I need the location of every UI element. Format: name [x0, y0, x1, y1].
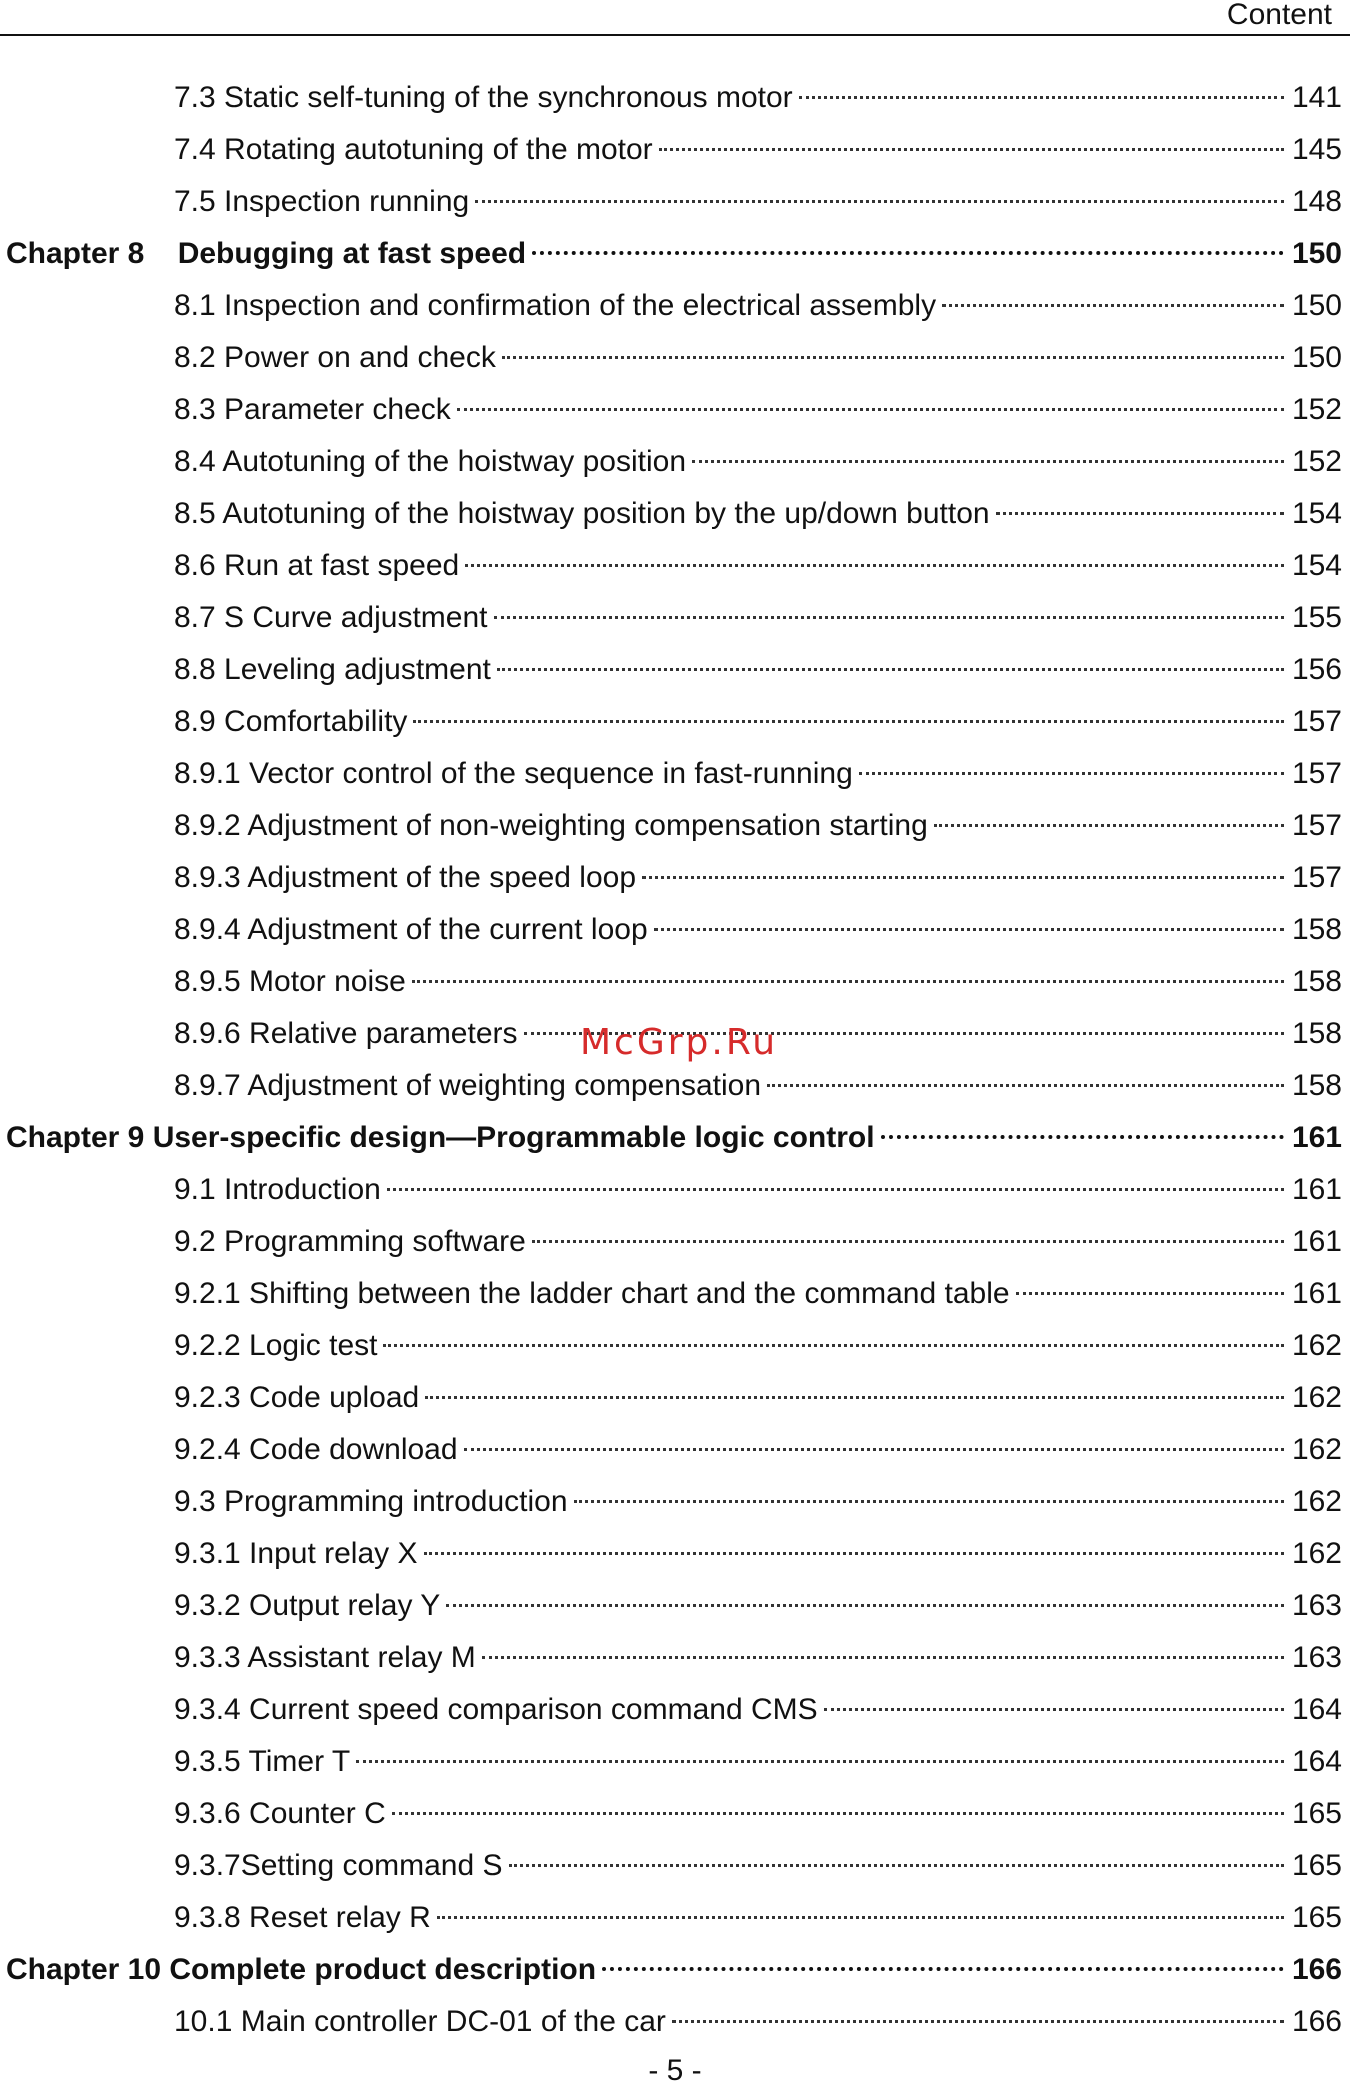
toc-entry-label: 8.3 Parameter check: [174, 393, 451, 426]
toc-entry-page: 154: [1291, 549, 1342, 582]
toc-entry-page: 162: [1291, 1381, 1342, 1414]
dot-leader: [859, 772, 1284, 775]
toc-entry-label: 8.1 Inspection and confirmation of the electrical assembly: [174, 289, 937, 322]
toc-entry-label: 9.2.4 Code download: [174, 1433, 458, 1466]
toc-entry-label: 8.9.2 Adjustment of non-weighting compensation starting: [174, 809, 928, 842]
toc-chapter-page: 150: [1291, 237, 1342, 270]
toc-entry[interactable]: [0, 1476, 1342, 1528]
dot-leader: [532, 1240, 1284, 1243]
dot-leader: [475, 200, 1284, 203]
toc-entry[interactable]: [0, 1736, 1342, 1788]
toc-entry-page: 162: [1291, 1485, 1342, 1518]
toc-entry-label: 9.3.1 Input relay X: [174, 1537, 418, 1570]
toc-entry[interactable]: [0, 436, 1342, 488]
toc-entry[interactable]: [0, 1996, 1342, 2048]
dot-leader: [996, 512, 1284, 515]
toc-entry-label: 8.6 Run at fast speed: [174, 549, 460, 582]
toc-entry-page: 158: [1291, 965, 1342, 998]
dot-leader: [457, 408, 1284, 411]
dot-leader: [425, 1396, 1284, 1399]
toc-entry[interactable]: [0, 1788, 1342, 1840]
toc-entry-page: 158: [1291, 913, 1342, 946]
toc-entry-page: 148: [1291, 185, 1342, 218]
toc-entry[interactable]: [0, 176, 1342, 228]
toc-entry-page: 162: [1291, 1329, 1342, 1362]
dot-leader: [437, 1916, 1284, 1919]
toc-chapter-entry[interactable]: [0, 228, 1342, 280]
toc-entry-page: 166: [1291, 2005, 1342, 2038]
toc-entry-page: 157: [1291, 809, 1342, 842]
toc-entry-page: 152: [1291, 393, 1342, 426]
toc-entry[interactable]: [0, 1320, 1342, 1372]
dot-leader: [482, 1656, 1284, 1659]
dot-leader: [1016, 1292, 1284, 1295]
dot-leader: [532, 251, 1284, 255]
toc-entry[interactable]: [0, 852, 1342, 904]
toc-entry-label: 8.9 Comfortability: [174, 705, 408, 738]
toc-entry[interactable]: [0, 644, 1342, 696]
toc-entry[interactable]: [0, 1424, 1342, 1476]
footer-page-number: - 5 -: [648, 2054, 702, 2087]
toc-entry-page: 161: [1291, 1225, 1342, 1258]
toc-entry-page: 161: [1291, 1277, 1342, 1310]
toc-entry-page: 163: [1291, 1641, 1342, 1674]
dot-leader: [446, 1604, 1284, 1607]
toc-chapter-page: 166: [1291, 1953, 1342, 1986]
dot-leader: [654, 928, 1284, 931]
toc-chapter-label: Chapter 9 User-specific design—Programmable logic control: [6, 1121, 875, 1154]
toc-entry-page: 155: [1291, 601, 1342, 634]
toc-entry-label: 7.5 Inspection running: [174, 185, 470, 218]
toc-entry-page: 161: [1291, 1173, 1342, 1206]
toc-entry[interactable]: [0, 384, 1342, 436]
dot-leader: [464, 1448, 1284, 1451]
dot-leader: [824, 1708, 1284, 1711]
toc-entry[interactable]: [0, 1164, 1342, 1216]
toc-entry[interactable]: [0, 592, 1342, 644]
toc-entry-label: 9.2.2 Logic test: [174, 1329, 378, 1362]
dot-leader: [934, 824, 1284, 827]
toc-entry-label: 9.3.5 Timer T: [174, 1745, 351, 1778]
toc-entry[interactable]: [0, 1580, 1342, 1632]
toc-entry[interactable]: [0, 1684, 1342, 1736]
toc-entry-page: 165: [1291, 1849, 1342, 1882]
toc-entry-page: 141: [1291, 81, 1342, 114]
toc-chapter-page: 161: [1291, 1121, 1342, 1154]
toc-entry[interactable]: [0, 280, 1342, 332]
toc-entry-label: 8.9.3 Adjustment of the speed loop: [174, 861, 636, 894]
dot-leader: [413, 720, 1284, 723]
toc-chapter-entry[interactable]: [0, 1112, 1342, 1164]
toc-entry-label: 9.3.4 Current speed comparison command CMS: [174, 1693, 818, 1726]
toc-entry-page: 145: [1291, 133, 1342, 166]
dot-leader: [424, 1552, 1285, 1555]
dot-leader: [494, 616, 1285, 619]
toc-entry-label: 8.8 Leveling adjustment: [174, 653, 491, 686]
dot-leader: [799, 96, 1284, 99]
toc-entry-page: 154: [1291, 497, 1342, 530]
toc-entry-page: 165: [1291, 1901, 1342, 1934]
dot-leader: [497, 668, 1284, 671]
toc-entry-page: 152: [1291, 445, 1342, 478]
toc-entry-label: 9.2 Programming software: [174, 1225, 526, 1258]
dot-leader: [692, 460, 1284, 463]
toc-entry[interactable]: [0, 1372, 1342, 1424]
toc-entry[interactable]: [0, 72, 1342, 124]
toc-entry[interactable]: [0, 956, 1342, 1008]
toc-entry-label: 8.7 S Curve adjustment: [174, 601, 488, 634]
header-rule: [0, 34, 1350, 36]
toc-entry-page: 157: [1291, 757, 1342, 790]
toc-entry[interactable]: [0, 1892, 1342, 1944]
toc-entry[interactable]: [0, 332, 1342, 384]
toc-entry-label: 9.3.6 Counter C: [174, 1797, 386, 1830]
toc-entry[interactable]: [0, 488, 1342, 540]
dot-leader: [383, 1344, 1284, 1347]
toc-chapter-label: Chapter 10 Complete product description: [6, 1953, 597, 1986]
dot-leader: [465, 564, 1284, 567]
toc-entry-page: 164: [1291, 1745, 1342, 1778]
header-title: Content: [1226, 0, 1332, 31]
toc-entry-page: 150: [1291, 341, 1342, 374]
toc-entry-page: 150: [1291, 289, 1342, 322]
toc-entry-label: 9.3.2 Output relay Y: [174, 1589, 441, 1622]
toc-entry-page: 158: [1291, 1069, 1342, 1102]
toc-entry-label: 9.3.8 Reset relay R: [174, 1901, 431, 1934]
toc-entry[interactable]: [0, 1060, 1342, 1112]
toc-entry-label: 8.2 Power on and check: [174, 341, 496, 374]
dot-leader: [659, 148, 1284, 151]
toc-entry[interactable]: [0, 904, 1342, 956]
toc-entry-label: 10.1 Main controller DC-01 of the car: [174, 2005, 666, 2038]
dot-leader: [412, 980, 1284, 983]
dot-leader: [387, 1188, 1284, 1191]
toc-entry[interactable]: [0, 748, 1342, 800]
dot-leader: [392, 1812, 1284, 1815]
toc-entry-label: 9.1 Introduction: [174, 1173, 381, 1206]
toc-entry[interactable]: [0, 1528, 1342, 1580]
toc-entry-page: 157: [1291, 705, 1342, 738]
dot-leader: [942, 304, 1284, 307]
watermark: McGrp.Ru: [580, 1022, 779, 1063]
toc-entry[interactable]: [0, 800, 1342, 852]
dot-leader: [356, 1760, 1284, 1763]
toc-entry-page: 162: [1291, 1433, 1342, 1466]
toc-entry-label: 8.9.1 Vector control of the sequence in fast-running: [174, 757, 853, 790]
toc-entry-page: 158: [1291, 1017, 1342, 1050]
toc-entry-label: 8.4 Autotuning of the hoistway position: [174, 445, 687, 478]
dot-leader: [767, 1084, 1284, 1087]
toc-entry-label: 8.5 Autotuning of the hoistway position by the up/down button: [174, 497, 990, 530]
toc-entry-label: 9.2.1 Shifting between the ladder chart and the command table: [174, 1277, 1010, 1310]
toc-entry-label: 8.9.6 Relative parameters: [174, 1017, 518, 1050]
toc-entry-page: 162: [1291, 1537, 1342, 1570]
toc-chapter-entry[interactable]: [0, 1944, 1342, 1996]
toc-entry-label: 8.9.7 Adjustment of weighting compensation: [174, 1069, 762, 1102]
toc-entry[interactable]: [0, 1216, 1342, 1268]
dot-leader: [642, 876, 1284, 879]
toc-chapter-label: Chapter 8 Debugging at fast speed: [6, 237, 527, 270]
toc-entry-label: 9.3.3 Assistant relay M: [174, 1641, 476, 1674]
toc-entry-label: 9.3 Programming introduction: [174, 1485, 568, 1518]
toc-entry-label: 8.9.4 Adjustment of the current loop: [174, 913, 648, 946]
toc-entry[interactable]: [0, 1632, 1342, 1684]
toc-entry[interactable]: [0, 540, 1342, 592]
toc-entry-page: 165: [1291, 1797, 1342, 1830]
toc-entry[interactable]: [0, 696, 1342, 748]
dot-leader: [509, 1864, 1284, 1867]
dot-leader: [574, 1500, 1284, 1503]
toc-entry-page: 164: [1291, 1693, 1342, 1726]
dot-leader: [672, 2020, 1284, 2023]
toc-entry-page: 156: [1291, 653, 1342, 686]
toc-entry[interactable]: [0, 1268, 1342, 1320]
dot-leader: [602, 1967, 1284, 1971]
dot-leader: [881, 1135, 1284, 1139]
toc-entry[interactable]: [0, 124, 1342, 176]
dot-leader: [502, 356, 1284, 359]
toc-entry-label: 9.3.7Setting command S: [174, 1849, 503, 1882]
toc-entry[interactable]: [0, 1840, 1342, 1892]
toc-entry-page: 163: [1291, 1589, 1342, 1622]
toc-entry-label: 9.2.3 Code upload: [174, 1381, 420, 1414]
toc-entry-label: 7.3 Static self-tuning of the synchronous motor: [174, 81, 793, 114]
toc-entry-label: 8.9.5 Motor noise: [174, 965, 406, 998]
toc-entry-label: 7.4 Rotating autotuning of the motor: [174, 133, 653, 166]
toc-entry-page: 157: [1291, 861, 1342, 894]
